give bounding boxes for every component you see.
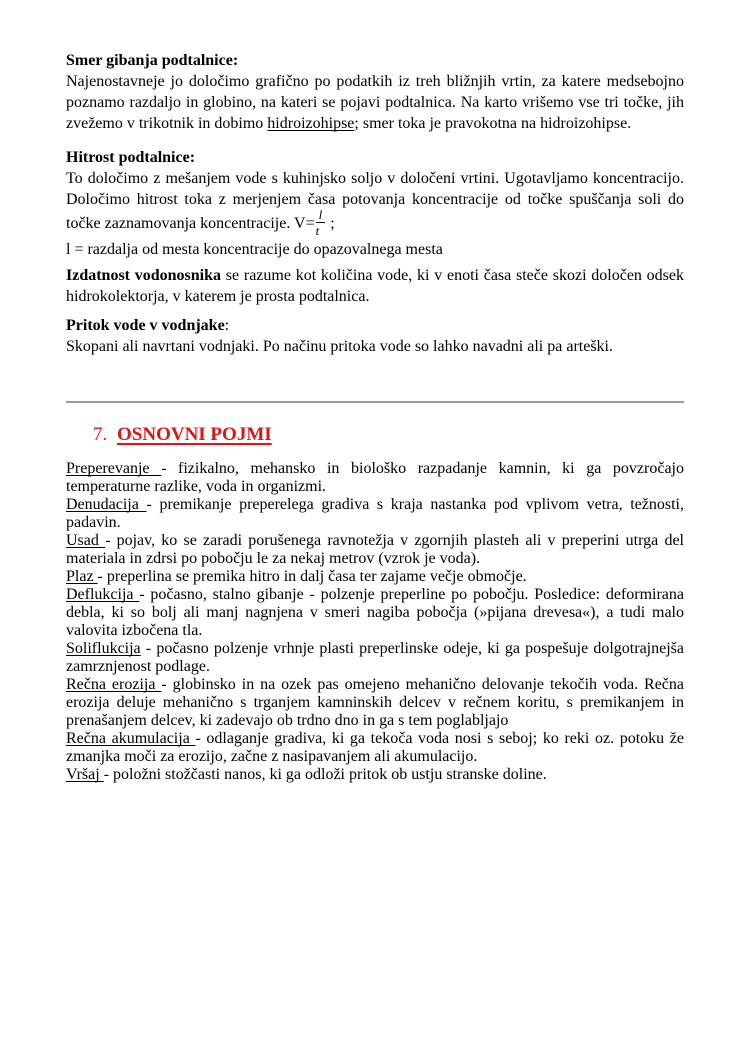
chapter-number: 7.: [93, 424, 108, 445]
definition-text: - preperlina se premika hitro in dalj časa ter zajame večje območje.: [97, 568, 527, 585]
chapter-title: OSNOVNI POJMI: [117, 424, 272, 445]
underlined-term-hidroizohipse: hidroizohipse: [267, 115, 355, 132]
section-heading-pritok: [66, 315, 684, 336]
formula-suffix: ;: [326, 215, 335, 233]
section-heading-smer: Smer gibanja podtalnice:: [66, 52, 239, 69]
definition-term: Denudacija: [66, 496, 147, 513]
formula-legend: l = razdalja od mesta koncentracije do opazovalnega mesta: [66, 241, 443, 258]
definition-term: Soliflukcija: [66, 640, 141, 657]
definition-item: [66, 766, 684, 784]
definition-term: Vršaj: [66, 766, 104, 783]
pritok-heading-colon: :: [224, 317, 230, 334]
definitions-list: [66, 460, 684, 784]
formula-prefix: V=: [294, 215, 315, 233]
section-body-hitrost-text: To določimo z mešanjem vode s kuhinjsko soljo v določeni vrtini. Ugotavljamo koncentracijo. Določimo hitrost toka z merjenjem časa potovanja koncentracije od točke spuščanja soli do točke zaznamovanja koncentracije.: [66, 170, 684, 233]
section-body-izdatnost: [66, 265, 684, 307]
definition-term: Plaz: [66, 568, 98, 585]
definition-item: [66, 532, 684, 568]
section-body-smer: [66, 71, 684, 134]
definition-text: - odlaganje gradiva, ki ga tekoča voda nosi s seboj; ko reki oz. potoku že zmanjka moči za erozijo, začne z nasipavanjem ali akumulacijo.: [66, 730, 684, 765]
definition-item: [66, 640, 684, 676]
fraction-numerator: l: [316, 208, 326, 223]
definition-text: - premikanje preperelega gradiva s kraja nastanka pod vplivom vetra, težnosti, padavin.: [66, 496, 685, 531]
pritok-heading-text: Pritok vode v vodnjake: [66, 317, 225, 334]
fraction-denominator: t: [315, 223, 320, 238]
fraction-l-over-t: [316, 208, 326, 237]
izdatnost-text: se razume kot količina vode, ki v enoti časa steče skozi določen odsek hidrokolektorja, v katerem je prosta podtalnica.: [66, 267, 684, 305]
definition-item: [66, 568, 684, 586]
definition-item: [66, 676, 684, 730]
definition-term: Rečna erozija: [66, 676, 162, 693]
definition-text: - globinsko in na ozek pas omejeno mehanično delovanje tekočih voda. Rečna erozija deluje mehanično s trganjem kamninskih delcev v rečnem koritu, s premikanjem in prenašanjem delcev, ki zadevajo ob trdno dno in ga s tem poglabljajo: [66, 676, 685, 729]
section-body-smer-text-2: ; smer toka je pravokotna na hidroizohipse.: [354, 115, 632, 132]
chapter-heading: [66, 423, 684, 447]
izdatnost-term: Izdatnost vodonosnika: [66, 267, 222, 284]
definition-text: - fizikalno, mehansko in biološko razpadanje kamnin, ki ga povzročajo temperaturne razlike, voda in organizmi.: [66, 460, 684, 495]
definition-term: Preperevanje: [66, 460, 162, 477]
definition-item: [66, 730, 684, 766]
section-body-hitrost: [66, 168, 684, 239]
definition-term: Rečna akumulacija: [66, 730, 196, 747]
definition-text: - pojav, ko se zaradi porušenega ravnotežja v zgornjih plasteh ali v preperini utrga del materiala in zdrsi po pobočju le za nekaj metrov (vzrok je voda).: [66, 532, 684, 567]
section-heading-hitrost: Hitrost podtalnice:: [66, 149, 196, 166]
section-body-smer-text-1: Najenostavneje jo določimo grafično po podatkih iz treh bližnjih vrtin, za katere medsebojno poznamo razdaljo in globino, na kateri se pojavi podtalnica. Na karto vrišemo vse tri točke, jih zvežemo v trikotnik in dobimo: [66, 73, 684, 132]
definition-item: [66, 496, 684, 532]
section-divider: [66, 401, 684, 403]
definition-text: - položni stožčasti nanos, ki ga odloži pritok ob ustju stranske doline.: [103, 766, 547, 783]
definition-text: - počasno polzenje vrhnje plasti preperlinske odeje, ki ga pospešuje dolgotrajnejša zamrznjenost podlage.: [66, 640, 684, 675]
definition-item: [66, 586, 684, 640]
definition-term: Usad: [66, 532, 106, 549]
definition-term: Deflukcija: [66, 586, 140, 603]
section-body-pritok: Skopani ali navrtani vodnjaki. Po načinu pritoka vode so lahko navadni ali pa arteški.: [66, 338, 613, 355]
definition-text: - počasno, stalno gibanje - polzenje preperline po pobočju. Posledice: deformirana debla, ki so bolj ali manj nagnjena v smeri nagiba pobočja (»pijana drevesa«), a tudi malo valovita izbočena tla.: [66, 586, 685, 639]
definition-item: [66, 460, 684, 496]
velocity-formula: [294, 207, 335, 238]
